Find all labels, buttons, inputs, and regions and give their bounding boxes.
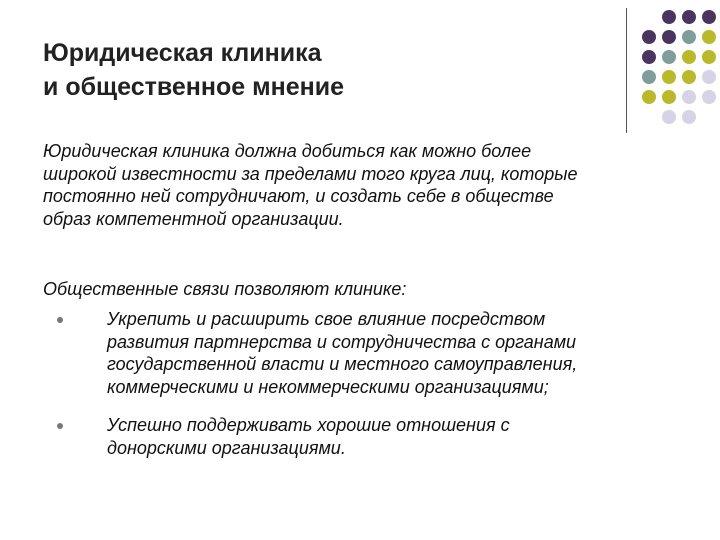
bullet-icon bbox=[57, 423, 63, 429]
decorative-dot bbox=[682, 110, 696, 124]
decorative-divider bbox=[626, 8, 627, 133]
bullet-line: государственной власти и местного самоуправления, bbox=[107, 354, 578, 374]
bullet-text bbox=[107, 308, 577, 398]
decorative-dot bbox=[642, 90, 656, 104]
bullet-line: Успешно поддерживать хорошие отношения с bbox=[107, 415, 510, 435]
decorative-dot bbox=[682, 10, 696, 24]
decorative-dot bbox=[642, 50, 656, 64]
decorative-dot bbox=[682, 70, 696, 84]
bullet-line: коммерческими и некоммерческими организациями; bbox=[107, 376, 549, 397]
decorative-dot bbox=[662, 30, 676, 44]
slide-body bbox=[43, 140, 693, 458]
title-line-2: и общественное мнение bbox=[43, 73, 344, 101]
paragraph-1-line: широкой известности за пределами того круга лиц, которые bbox=[43, 163, 578, 184]
paragraph-1-line: Юридическая клиника должна добиться как можно более bbox=[43, 141, 532, 161]
bullet-icon bbox=[57, 317, 63, 323]
decorative-dot bbox=[702, 30, 716, 44]
decorative-dot bbox=[682, 30, 696, 44]
decorative-dot bbox=[662, 50, 676, 64]
decorative-dot bbox=[702, 50, 716, 64]
decorative-dot bbox=[662, 70, 676, 84]
decorative-dot bbox=[662, 110, 676, 124]
paragraph-1-line: образ компетентной организации. bbox=[43, 208, 344, 229]
decorative-dot bbox=[642, 30, 656, 44]
paragraph-1-line: постоянно ней сотрудничают, и создать себе в обществе bbox=[43, 186, 554, 206]
decorative-dot bbox=[662, 90, 676, 104]
decorative-dot bbox=[642, 70, 656, 84]
bullet-line: развития партнерства и сотрудничества с органами bbox=[107, 331, 577, 352]
decorative-dot bbox=[682, 90, 696, 104]
title-line-1: Юридическая клиника bbox=[43, 39, 322, 67]
bullet-text bbox=[107, 414, 510, 459]
slide-title bbox=[43, 36, 603, 104]
paragraph-2: Общественные связи позволяют клинике: bbox=[43, 279, 407, 299]
decorative-dot bbox=[662, 10, 676, 24]
decorative-dot bbox=[702, 10, 716, 24]
bullet-line: донорскими организациями. bbox=[107, 437, 346, 458]
decorative-dot bbox=[682, 50, 696, 64]
decorative-dot bbox=[702, 90, 716, 104]
bullet-line: Укрепить и расширить свое влияние посредством bbox=[107, 309, 546, 329]
paragraph-1 bbox=[43, 140, 693, 230]
decorative-dot bbox=[702, 70, 716, 84]
